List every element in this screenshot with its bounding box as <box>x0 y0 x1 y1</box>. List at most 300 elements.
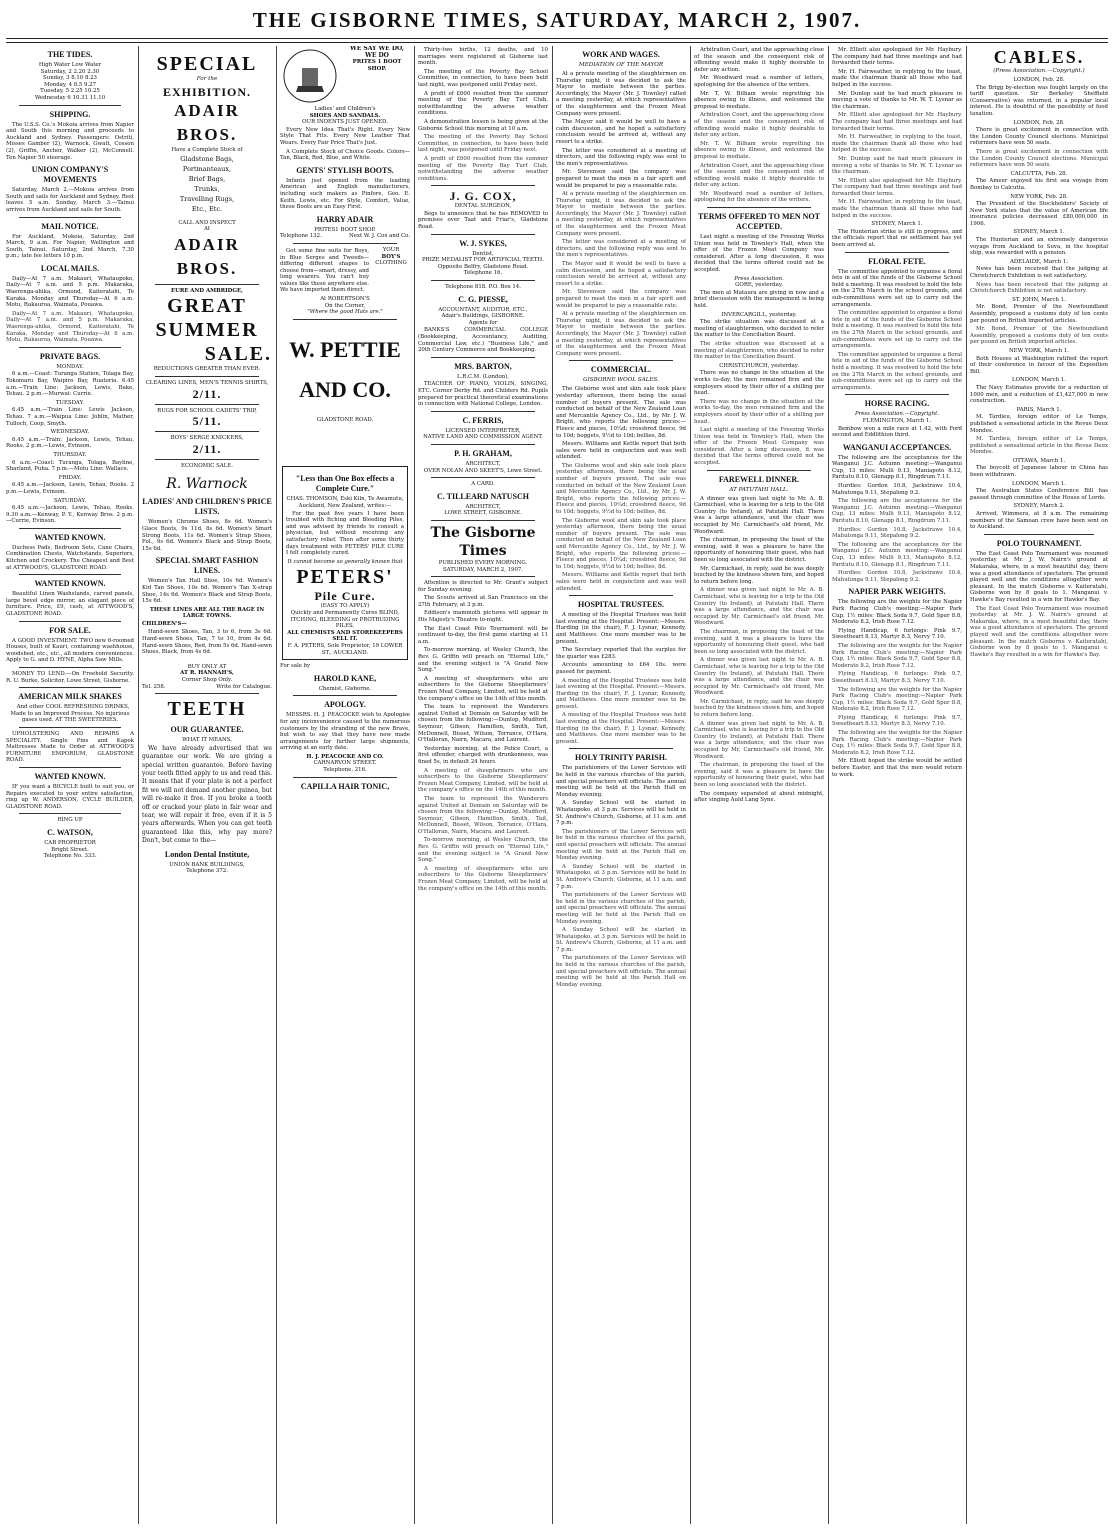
what-it-means: WHAT IT MEANS. <box>182 737 232 744</box>
peters-pile-cure-ad <box>282 466 408 660</box>
filler-text: The following are the weights for the Napier Park Racing Club's meeting:—Napier Park Cup, 1½ miles: Black Soda 9.7, Gold Spur 8.8, Moderato 8.2, Irish Rose 7.12. <box>832 730 962 756</box>
filler-text: Mr. Elliott also apologised for Mr. Haybury. The company had had three meetings and had forwarded their terms. <box>832 177 962 197</box>
news-paragraph: A meeting of sheepfarmers who are subscribers to the Gisborne Sheepfarmers' Frozen Meat Company, Limited, will be held at the company's office on the 14th of this month. <box>418 675 548 702</box>
tel-132: Telephone 132. <box>280 233 322 240</box>
tilleard-role: ARCHITECT, <box>465 503 501 510</box>
milk-shakes-heading: AMERICAN MILK SHAKES <box>18 692 122 702</box>
friday-text: 6.45 a.m.—Jackson, Lewis, Tehau, Rooks. 2 p.m.—Lewis, Evinson. <box>6 482 134 495</box>
article-text: Mr. Stevenson said the company was prepared to meet the men in a fair spirit and would be prepared to pay a reasonable rate. <box>556 169 686 189</box>
filler-text: The East Coast Polo Tournament was resumed yesterday at Mr. J. W. Nairn's ground at Makaraka, where, in a most beautiful day, there was a good attendance of spectators. The ground played well and the conditions altogether were pleasant. In the match Gisborne v. Kaiteratahi, Gisborne won by 8 goals to 1. Manganui v. Hawke's Bay resulted in a win for Hawke's Bay. <box>970 605 1108 658</box>
clearing-lines: CLEARING LINES, MEN'S TENNIS SHIRTS, <box>145 379 269 386</box>
gore-dateline: GORE, yesterday. <box>735 282 783 289</box>
local-mails-text: Daily—At 7 a.m. Makauri, Whataupoko, Daily—At 7 a.m. and 5 p.m. Makaraka, Waerenga-ahika, Ormond, Kaiteratahi, Te Karaka. Monday and Thursday—At 6 a.m. Motu, Rakauroa, Waimata, Pouawa. <box>6 310 134 344</box>
mediation-subheading: MEDIATION OF THE MAYOR <box>578 62 664 68</box>
hospital-text: Accounts amounting to £64 18s. were passed for payment. <box>556 662 686 675</box>
tel-216: Telephone, 216. <box>323 767 367 774</box>
column-rule <box>690 46 691 1524</box>
ferris-heading: C. FERRIS, <box>462 415 504 425</box>
tides-heading: THE TIDES. <box>47 50 93 59</box>
press-copyright: Press Association.—Copyright. <box>855 411 939 418</box>
filler-text: A meeting of sheepfarmers who are subscribers to the Gisborne Sheepfarmers' Frozen Meat Company, Limited, will be held at the company's office on the 14th of this month. <box>418 767 548 794</box>
easy-to-apply: (EASY TO APPLY) <box>320 603 370 610</box>
hannah: AT R. HANNAH'S, <box>180 670 234 677</box>
farewell-text: The chairman, in proposing the toast of the evening, said it was a pleasure to have the opportunity of honouring their guest, who had been so long associated with the district. <box>694 537 824 563</box>
your-label: YOUR <box>382 246 400 253</box>
peters-address: F. A. PETERS, Sole Proprietor, 19 LOWER ST., AUCKLAND. <box>287 642 403 656</box>
cable-text: The Australian States Conference Bill has passed through committee of the House of Lords. <box>970 488 1108 501</box>
harry-shop: PRITES1 BOOT SHOP. <box>314 226 376 233</box>
sykes-address: Opposite Belfry, Gladstone Road. <box>437 263 529 270</box>
cures-text: Quickly and Permanently Cures BLIND, ITCHING, BLEEDING or PROTRUDING PILES, <box>290 609 400 630</box>
floral-fete-heading: FLORAL FETE. <box>868 256 926 266</box>
wednesday-text: 6.45 a.m.—Train: Jackson, Lewis, Tehau, Rooks. 2 p.m.—Lewis, Evinson. <box>6 436 134 450</box>
friday-label: FRIDAY. <box>58 474 82 481</box>
masthead-rule-bottom <box>6 42 1108 43</box>
column-7 <box>832 46 962 1524</box>
saturday-text: 6.45 a.m.—Jackson, Lewis, Tehau, Rooks. 9.30 a.m.—Kenway, P. Y., Kenway Bros. 2 p.m.—Currie, Evinson. <box>6 505 134 525</box>
boys-label: BOY'S <box>381 253 401 260</box>
filler-text: Mr. H. Fairweather, in replying to the toast, made the chairman thank all those who had helped in the success. <box>832 199 962 219</box>
apology-text: MESSRS. H. J. PEACOCKE wish to Apologise for any inconvenience caused to the numerous customers by the stranding of the new Brave, but wish to say that they have now made arrangements for further large shipments, arriving at an early date. <box>280 712 410 752</box>
children-text: Hand-sewn Shoes, Tan, 3 to 6, from 3s 6d. Hand-sewn Shoes, Tan, 7 to 10, from 4s 6d. Hand-sewn Shoes, Red, from 5s 6d. Hand-sewn Shoes, Black, from 4s 6d. <box>142 629 272 656</box>
warnock-signature: R. Warnock <box>166 476 248 493</box>
monday-label: MONDAY. <box>56 363 84 370</box>
thursday-text: 6 a.m.—Coast: Turanga, Tolaga, Bayline, Sharland, Puha. 7 p.m.—Motu Line: Wallace. <box>6 459 134 473</box>
cycle-heading: WANTED KNOWN. <box>34 771 106 781</box>
thomson-letter: For the past five years I have been troubled with Itching and Bleeding Piles, and was advised by friends to consult a physician, but without receiving any satisfactory relief. Then after some thirty days treatment with PETERS' PILE CURE I felt completely cured. <box>286 510 404 557</box>
guarantee-heading: OUR GUARANTEE. <box>170 725 244 735</box>
lowe-street: LOWE STREET, GISBORNE. <box>444 510 522 517</box>
filler-text: A dinner was given last night to Mr. A. B. Carmichael, who is leaving for a trip to the Old Country (to Ireland), at Patutahi Hall. There was a large attendance, and the chair was occupied by Mr. Carmichael's old friend, Mr. Woodward. <box>694 657 824 697</box>
farewell-text: A dinner was given last night to Mr. A. B. Carmichael, who is leaving for a trip to the Old Country (to Ireland), at Patutahi Hall. There was a large attendance, and the chair was occupied by Mr. Carmichael's old friend, Mr. Woodward. <box>694 495 824 535</box>
terms-heading: TERMS OFFERED TO MEN NOT ACCEPTED. <box>698 212 820 232</box>
boys-clothing-label <box>372 247 410 296</box>
for-the: For the <box>196 76 218 82</box>
article-text: The Mayor said it would be well to have a calm discussion, and he hoped a satisfactory conclusion would be arrived at, without any resort to a strike. <box>556 119 686 145</box>
filler-text: The parishioners of the Lower Services will be held in the various churches of the parish, and special preachers will officiate. The annual meeting will be held at the Parish Hall on Monday evening. <box>556 828 686 862</box>
patutahi-subheading: AT PATUTAHI HALL. <box>729 486 789 493</box>
cannot-known: It cannot become so generally known that <box>287 558 403 565</box>
ladies-children: Ladies' and Children's <box>314 106 376 112</box>
filler-text: Flying Handicap, 6 furlongs: Pink 9.7, Sweetheart 8.13, Martyr 8.3, Nervy 7.10. <box>832 671 962 684</box>
filler-text: A Sunday School will be started in Whataupoko, at 3 p.m. Services will be held in St. Andrew's Church, Gisborne, at 11 a.m. and 7 p.m. <box>556 927 686 953</box>
wednesday-label: WEDNESDAY. <box>50 429 90 436</box>
filler-text: The letter was considered at a meeting of directors, and the following reply was sent to the men's representatives. <box>556 239 686 259</box>
stock-item: Etc., Etc. <box>191 204 223 213</box>
sykes-dentist: Dentist, <box>472 250 494 257</box>
gents-heading: GENTS' STYLISH BOOTS. <box>296 165 394 175</box>
price-lists-text: Women's Chrome Shoes, 8s 6d. Women's Glace Boots, 9s 11d, 8s 6d. Women's Smart Strong Boots, 11s 6d. Women's Strap Shoes, Fol., 9s 6d. Women's Black and Strap Boots, 15s 6d. <box>142 519 272 552</box>
article-text: Mr. Dunlop said he had much pleasure in moving a vote of thanks to Mr. W. T. Lysnar as the chairman. <box>832 90 962 110</box>
these-lines: THESE LINES ARE ALL THE RAGE IN LARGE TOWNS. <box>149 606 265 620</box>
special-heading: SPECIAL <box>156 53 258 75</box>
wanted-known-heading: WANTED KNOWN. <box>34 532 106 542</box>
news-paragraph: The East Coast Polo Tournament will be continued to-day, the first game starting at 11 a.m. <box>418 625 548 645</box>
shoes-sandals: SHOES AND SANDALS. <box>309 112 381 119</box>
sydney-text: The Hunterian strike is still in progress, and the officials report that no settlement has yet been arrived at. <box>832 228 962 249</box>
filler-text: The parishioners of the Lower Services will be held in the various churches of the parish, and special preachers will officiate. The annual meeting will be held at the Parish Hall on Monday evening. <box>556 892 686 925</box>
filler-text: Mr. Stevenson said the company was prepared to meet the men in a fair spirit and would be prepared to pay a reasonable rate. <box>556 289 686 309</box>
column-rule <box>276 46 277 1524</box>
wanganui-hurdles: Hurdles: Gordon 10.8, Jackstraws 10.4, Mahutonga 9.11, Stepalong 9.2. <box>832 483 962 496</box>
article-text: Mr. Elliott hoped the strike would be settled before Easter, and that the men would return to work. <box>832 758 962 778</box>
napier-text: The following are the weights for the Napier Park Racing Club's meeting:—Napier Park Cup, 1½ miles: Black Soda 9.7, Gold Spur 8.8, Moderato 8.2, Irish Rose 7.12. <box>832 599 962 626</box>
for-sale-heading: FOR SALE. <box>49 625 91 635</box>
barton-text: TEACHER OF PIANO, VIOLIN, SINGING, ETC. Corner Derby Rd. and Childers Rd. Pupils prepared for practical theoretical examinations in connection with National College, London. <box>418 381 548 408</box>
stock-item: Trunks, <box>194 184 220 193</box>
polo-heading: POLO TOURNAMENT. <box>996 538 1082 548</box>
sale-heading: SALE. <box>204 343 272 366</box>
filler-text: To-morrow morning, at Wesley Church, the Rev. G. Griffin will preach on "Eternal Life," and the evening subject is "A Grand New Song." <box>418 837 548 864</box>
adair-bros-heading: ADAIR BROS. <box>174 101 240 144</box>
dateline: OTTAWA, March 1. <box>1012 457 1066 464</box>
kane-role: Chemist, Gisborne. <box>318 685 372 692</box>
cable-text: The Navy Estimates provide for a reduction of 1000 men, and a reduction of £1,427,000 in new construction. <box>970 384 1108 405</box>
filler-text: A dinner was given last night to Mr. A. B. Carmichael, who is leaving for a trip to the Old Country (to Ireland), at Patutahi Hall. There was a large attendance, and the chair was occupied by Mr. Carmichael's old friend, Mr. Woodward. <box>694 720 824 760</box>
dateline: CALCUTTA, Feb. 28. <box>1010 170 1068 177</box>
children-label: CHILDREN'S— <box>142 620 187 627</box>
thomson-writes: CHAS. THOMSON, Eski Kiln, Te Awamutu, Auckland, New Zealand, writes:— <box>286 496 404 510</box>
napier-text: Flying Handicap, 6 furlongs: Pink 9.7, Sweetheart 8.13, Martyr 8.3, Nervy 7.10. <box>832 627 962 641</box>
clothing-label: CLOTHING <box>375 260 407 267</box>
milk-shakes-text: And other COOL REFRESHING DRINKS, Made to an Improved Process. No injurious gases used. AT THE SWEETERIES. <box>10 704 130 724</box>
filler-text: Last night a meeting of the Freezing Works Union was held in Townley's Hall, when the offer of the Frozen Meat Company was considered. After a long discussion, it was decided that the terms offered could not be accepted. <box>694 427 824 467</box>
stock-item: Portmanteaux, <box>182 164 232 173</box>
gore-text: The men at Mataura are giving in now and a brief discussion with the management is being held. <box>694 289 824 309</box>
tides-table <box>6 69 134 102</box>
adair-bros-heading: ADAIR BROS. <box>174 234 240 278</box>
union-text: Saturday, March 2.—Mokoia arrives from South and sails for Auckland and Sydney. Rest leaves 5 a.m. Sunday, March 3.—Tainui arrives from Auckland and sails for South. <box>6 187 134 213</box>
filler-text: A Sunday School will be started in Whataupoko, at 3 p.m. Services will be held in St. Andrew's Church, Gisborne, at 11 a.m. and 7 p.m. <box>556 863 686 890</box>
native-land: NATIVE LAND AND COMMISSION AGENT. <box>423 434 543 441</box>
column-2 <box>142 46 272 1524</box>
column-8 <box>970 46 1108 1524</box>
tuesday-label: TUESDAY. <box>55 399 85 406</box>
filler-text: A meeting of sheepfarmers who are subscribers to the Gisborne Sheepfarmers' Frozen Meat Company, Limited, will be held at the company's office on the 14th of this month. <box>418 865 548 892</box>
local-mails-heading: LOCAL MAILS. <box>40 263 100 273</box>
apology-heading: APOLOGY. <box>324 700 366 710</box>
pettie-heading: W. PETTIE <box>289 336 401 362</box>
terms-text: Last night a meeting of the Freezing Works Union was held in Townley's Hall, when the offer of the Frozen Meat Company was considered. After a long discussion, it was decided that the terms offered could not be accepted. <box>694 234 824 274</box>
saturday-label: SATURDAY. <box>53 497 87 504</box>
filler-text: The parishioners of the Lower Services will be held in the various churches of the parish, and special preachers will officiate. The annual meeting will be held at the Parish Hall on Monday evening. <box>556 955 686 988</box>
filler-text: The Gisborne wool and skin sale took place yesterday afternoon, there being the usual number of buyers present. The sale was conducted on behalf of the New Zealand Loan and Mercantile Agency Co., Ltd., by Mr. J. W. Bright, who reports the following prices:—Fleece and pieces, 10¼d; crossbred fleece, 9d to 10d; hoggets, 9½d to 10d; bellies, 8d. <box>556 462 686 516</box>
filler-text: News has been received that the judging at Christchurch Exhibition is not satisfactory. <box>970 281 1108 295</box>
cable-text: The President of the Stockholders' Society of New York states that the value of American life insurance policies decreased £80,000,000 in 1906. <box>970 201 1108 227</box>
pettie-address: GLADSTONE ROAD. <box>316 416 374 423</box>
peters-heading: PETERS' <box>296 566 394 589</box>
dateline: NEW YORK, March 1. <box>1008 347 1070 354</box>
price-lists-heading: LADIES' AND CHILDREN'S PRICE LISTS. <box>142 497 272 517</box>
union-bank-buildings: UNION BANK BUILDINGS, <box>169 861 245 868</box>
stock-text: Have a Complete Stock of <box>171 147 243 153</box>
news-paragraph: The team to represent the Wanderers against United at Domain on Saturday will be chosen from the following:—Dunlop, Mudford, Seymour, Gibson, Hamilton, Smith, Tait, McDonnell, Bisset, Wilson, Torrance, O'Hara, O'Halloran, Nairn, Macara, and Laurent. <box>418 704 548 744</box>
column-rule <box>138 46 139 1524</box>
cable-text: Both Houses at Washington ratified the report of their conference in favour of the Exposition Bill. <box>970 355 1108 375</box>
less-than-one: "Less than One Box effects a Complete Cure." <box>295 474 395 494</box>
filler-text: The committee appointed to organise a floral fete in aid of the funds of the Gisborne School held a meeting. It was resolved to hold the fete on the 27th March in the school grounds, and sub-committees were set up to carry out the arrangements. <box>832 351 962 391</box>
dateline: LONDON, March 1. <box>1012 480 1066 487</box>
rugs-text: RUGS FOR SCHOOL CADETS' TRIP, <box>157 407 257 414</box>
cables-subheading: (Press Association.—Copyright.) <box>993 68 1085 74</box>
filler-text: There is great excitement in connection with the London County Council elections. Municipal reformers have won 50 seats. <box>970 148 1108 169</box>
farewell-text: Mr. Carmichael, in reply, said he was deeply touched by the kindness shown him, and hoped to return before long. <box>694 565 824 585</box>
piesse-telephone: Telephone 818. P.O. Box 14. <box>445 284 521 291</box>
hospital-text: The Secretary reported that the surplus for the quarter was £283. <box>556 647 686 660</box>
new-list: Every New Idea That's Right. Every New Style That Fits. Every New Leather That Wears. Every Fair Price That's Just. <box>280 126 410 146</box>
column-3 <box>280 46 410 1524</box>
filler-text: At a private meeting of the slaughtermen on Thursday night, it was decided to ask the Mayor to mediate between the parties. Accordingly, the Mayor (Mr. J. Townley) called a meeting yesterday, at which representatives of the slaughtermen and the Frozen Meat Company were present. <box>556 311 686 357</box>
wool-text: The Gisborne wool and skin sale took place yesterday afternoon, there being the usual number of buyers present. The sale was conducted on behalf of the New Zealand Loan and Mercantile Agency Co., Ltd., by Mr. J. W. Bright, who reports the following prices:—Fleece and pieces, 10¼d; crossbred fleece, 9d to 10d; hoggets, 9½d to 10d; bellies, 8d. <box>556 386 686 439</box>
tide-row: Wednesday 6 10.31 11.10 <box>34 94 106 101</box>
dateline: SYDNEY, March 2. <box>1013 503 1065 510</box>
mail-heading: MAIL NOTICE. <box>41 221 99 231</box>
ring-up: RING UP <box>57 817 83 824</box>
boys-knickers: BOYS' SERGE KNICKERS, <box>170 435 244 442</box>
indents-opened: OUR INDENTS JUST OPENED. <box>302 119 388 126</box>
demonstration-text: A demonstration lesson is being given at the Gisborne School this morning at 10 a.m. <box>418 118 548 132</box>
cables-heading: CABLES. <box>993 47 1085 67</box>
article-text: The letter was considered at a meeting of directors, and the following reply was sent to the men's representatives. <box>556 147 686 167</box>
school-committee-text: The meeting of the Poverty Bay School Committee, in connection, to have been held last night, was postponed until Friday next. <box>418 68 548 88</box>
watson-role: CAB PROPRIETOR <box>44 839 96 846</box>
boys-clothing-ad <box>280 247 410 296</box>
filler-text: There was no change in the situation at the works to-day, the men remained firm and the employers stood by their offer of a shilling per head. <box>694 398 824 425</box>
news-paragraph: Eddison's mammoth pictures will appear in His Majesty's Theatre to-night. <box>418 610 548 624</box>
farewell-heading: FAREWELL DINNER. <box>718 474 800 484</box>
prices-shop: PRITES 1 BOOT SHOP. <box>352 59 402 72</box>
hospital-heading: HOSPITAL TRUSTEES. <box>578 600 664 610</box>
dental-institute: London Dental Institute, <box>164 849 250 859</box>
tel-258: Tel. 258. <box>142 683 166 690</box>
turf-club-text: A profit of £600 resulted from the summer meeting of the Poverty Bay Turf Club, notwithstanding the adverse weather conditions. <box>418 90 548 117</box>
filler-text: The chairman, in proposing the toast of the evening, said it was a pleasure to have the opportunity of honouring their guest, who had been so long associated with the district. <box>694 628 824 655</box>
smart-lines-heading: SPECIAL SMART FASHION LINES. <box>155 556 259 576</box>
article-text: Mr. Elliott also apologised for Mr. Haybury. The company had had three meetings and had forwarded their terms. <box>832 47 962 67</box>
masthead: THE GISBORNE TIMES, SATURDAY, MARCH 2, 1907. <box>252 8 862 32</box>
eure-ambridge: EURE AND AMBRIDGE, <box>171 287 243 294</box>
peacocke-co: H. J. PEACOCKE AND CO. <box>306 753 384 760</box>
filler-text: Mr. H. Fairweather, in replying to the toast, made the chairman thank all those who had helped in the success. <box>832 134 962 154</box>
cox-heading: J. G. COX, <box>449 189 517 204</box>
on-corner: On the Corner, <box>324 302 366 309</box>
for-sale-by: For sale by <box>280 663 311 670</box>
filler-text: A profit of £600 resulted from the summer meeting of the Poverty Bay Turf Club, notwithstanding the adverse weather conditions. <box>418 155 548 182</box>
piesse-heading: C. G. PIESSE, <box>458 294 508 304</box>
sykes-prize: PRIZE MEDALIST FOR ARTIFICIAL TEETH. <box>422 257 544 264</box>
hats-slogan: "Where the good Hats are." <box>307 309 383 316</box>
banks-college: BANKS'S COMMERCIAL COLLEGE (Bookkeeping, Accountancy, Auditing, Commercial Law, etc.) "Business Life," and 20th Century Commerce and Bookkeeping. <box>418 327 548 354</box>
robertson: At ROBERTSON'S <box>320 296 370 303</box>
filler-text: Mr. Elliott also apologised for Mr. Haybury. The company had had three meetings and had forwarded their terms. <box>832 112 962 132</box>
tilleard-heading: C. TILLEARD NATUSCH <box>437 491 529 501</box>
filler-text: Arbitration Court, and the approaching close of the season and the consequent risk of offending would make it highly desirable to defer any action. <box>694 112 824 139</box>
cable-text: Arrived, Wimmera, at 8 a.m. The remaining members of the Samoan crew have been sent on to Auckland. <box>970 511 1108 531</box>
cox-text: Begs to announce that he has REMOVED to premises over Taat and Friar's, Gladstone Road. <box>418 210 548 231</box>
teeth-text: We have already advertised that we guarantee our work. We are giving a special written guarantee. Before having your teeth fitted apply to us and read this. It means that if your plate is not a perfect fit we will not demand another guinea, but will re-make it free. If you broke a tooth off or cracked your plate in fair wear and tear, we will repair it free, even if it is 5 years afterwards. When you can get teeth guaranteed like this, why pay more? Don't, but come to the— <box>142 744 272 845</box>
news-paragraph: Yesterday morning, at the Police Court, a first offender, charged with drunkenness, was fined 5s, in default 24 hours. <box>418 745 548 765</box>
filler-text: Flying Handicap, 6 furlongs: Pink 9.7, Sweetheart 8.13, Martyr 8.3, Nervy 7.10. <box>832 714 962 728</box>
wool-text: Messrs. Williams and Kettle report that both sales were held in conjunction and was well attended. <box>556 441 686 461</box>
column-5 <box>556 46 686 1524</box>
mail-text: For Auckland, Mokoia, Saturday, 2nd March, 9 a.m. For Napier, Wellington and South, Tainui, Saturday, 2nd March, 7.30 p.m.; late fee letters 10 p.m. <box>6 233 134 260</box>
horse-racing-heading: HORSE RACING. <box>864 399 930 409</box>
article-text: Arbitration Court, and the approaching close of the season and the consequent risk of offending would make it highly desirable to defer any action. <box>694 47 824 73</box>
pile-cure-heading: Pile Cure. <box>314 589 376 604</box>
column-rule <box>414 46 415 1524</box>
stock-item: Travelling Rugs, <box>179 194 235 203</box>
work-wages-heading: WORK AND WAGES. <box>582 50 660 59</box>
private-bags-heading: PRIVATE BAGS. <box>39 351 101 361</box>
column-rule <box>828 46 829 1524</box>
dateline: LONDON, Feb. 28. <box>1013 77 1065 83</box>
graham-address: OVER NOLAN AND SKEET'S, Lowe Street. <box>423 467 543 474</box>
filler-text: The following are the weights for the Napier Park Racing Club's meeting:—Napier Park Cup, 1½ miles: Black Soda 9.7, Gold Spur 8.8, Moderato 8.2, Irish Rose 7.12. <box>832 686 962 713</box>
times-nameplate: The Gisborne Times <box>430 524 536 559</box>
filler-text: Mr. Bond, Premier of the Newfoundland Assembly, proposed a customs duty of ten cents per pound on British imported articles. <box>970 326 1108 346</box>
filler-text: The Gisborne wool and skin sale took place yesterday afternoon, there being the usual number of buyers present. The sale was conducted on behalf of the New Zealand Loan and Mercantile Agency Co., Ltd., by Mr. J. W. Bright, who reports the following prices:—Fleece and pieces, 10¼d; crossbred fleece, 9d to 10d; hoggets, 9½d to 10d; bellies, 8d. <box>556 517 686 570</box>
harold-kane: HAROLD KANE, <box>313 673 377 683</box>
article-text: Mr. H. Fairweather, in replying to the toast, made the chairman thank all those who had helped in the success. <box>832 68 962 88</box>
boot-ad-top <box>280 46 410 106</box>
cable-text: Mr. Bond, Premier of the Newfoundland Assembly, proposed a customs duty of ten cents per pound on British imported articles. <box>970 304 1108 324</box>
shipping-text: The U.S.S. Co.'s Mokoia arrives from Napier and South this morning and proceeds to Auckland and Sydney. Passengers: Ostriti, Misses Gamber (2), Warnock, Gwatt, Cosson (2), Griffin, Anchor, Walker (2), McConnell. Ten Napier 50 steerage. <box>6 121 134 161</box>
published-every: PUBLISHED EVERY MORNING. <box>438 559 528 566</box>
dateline: PARIS, March 1. <box>1016 406 1062 413</box>
stock-list <box>142 154 272 214</box>
watson-name: C. WATSON, <box>47 827 93 837</box>
tides-header: High Water Low Water <box>38 62 102 68</box>
flemington-text: Bembow won a mile race at 1.42, with Ford second and Eddlithion third. <box>832 425 962 439</box>
filler-text: The meeting of the Poverty Bay School Committee, in connection, to have been held last night, was postponed until Friday next. <box>418 134 548 154</box>
lrcm: L.R.C.M. (London), <box>456 373 510 380</box>
invercargill-text: The strike situation was discussed at a meeting of slaughtermen, who decided to refer the matter to the Conciliation Board. <box>694 319 824 339</box>
price-2-11: 2/11. <box>192 441 222 456</box>
money-to-lend-text: MONEY TO LEND.—On Freehold Security. R. U. Burke, Solicitor, Lowe Street, Gisborne. <box>6 671 134 684</box>
banner-text: WE SAY WE DO, WE DO <box>349 46 405 59</box>
cable-text: The Hunterian and an extremely dangerous voyage from Auckland to Suva, in the hospital ship, was rewarded with a pension. <box>970 237 1108 257</box>
dental-surgeon: DENTAL SURGEON, <box>454 203 512 210</box>
news-paragraph: The Scouts arrived at San Francisco on the 27th February, at 3 p.m. <box>418 595 548 608</box>
polo-text: The East Coast Polo Tournament was resumed yesterday at Mr. J. W. Nairn's ground at Makaraka, where, in a most beautiful day, there was a good attendance of spectators. The ground played well and the conditions altogether were pleasant. In the match Gisborne v. Kaiteratahi, Gisborne won by 8 goals to 1. Manganui v. Hawke's Bay resulted in a win for Hawke's Bay. <box>970 550 1108 603</box>
stock-item: Gladstone Bags, <box>180 154 234 163</box>
cycle-text: IF you want a BICYCLE built to suit you, or Repairs executed to your entire satisfaction, ring up W. ANDERSON, CYCLE BUILDER, GLADSTONE ROAD. <box>6 783 134 810</box>
article-text: Mr. Woodward read a number of letters, apologising for the absence of the writers. <box>694 75 824 88</box>
filler-text: A meeting of the Hospital Trustees was held last evening at the Hospital. Present:—Messrs. Harding (in the chair), F. J. Lysnar, Kennedy, and Matthews. One more member was to be present. <box>556 712 686 745</box>
next-cox: Next W. J. Cox and Co. <box>349 233 410 240</box>
great-heading: GREAT <box>167 295 247 318</box>
corner-shop: Corner Shop Only. <box>181 677 233 684</box>
births-text: Thirty-two births, 12 deaths, and 10 marriages were registered at Gisborne last month. <box>418 47 548 67</box>
capilla-heading: CAPILLA HAIR TONIC, <box>300 781 390 791</box>
tide-row: Tuesday, 5 2.25 10.25 <box>40 88 100 95</box>
tel-row <box>142 684 272 691</box>
watson-address: Bright Street. <box>51 846 89 853</box>
sykes-telephone: Telephone 16. <box>463 270 503 277</box>
adair-buildings: Adair's Buildings, GISBORNE. <box>441 313 525 320</box>
write-catalogue: Write for Catalogue. <box>216 683 272 690</box>
filler-text: The team to represent the Wanderers against United at Domain on Saturday will be chosen from the following:—Dunlop, Mudford, Seymour, Gibson, Hamilton, Smith, Tait, McDonnell, Bisset, Wilson, Torrance, O'Hara, O'Halloran, Nairn, Macara, and Laurent. <box>418 795 548 835</box>
tide-row: Monday, 4 8.5 9.27 <box>43 81 97 88</box>
press-association: Press Association. <box>734 275 784 282</box>
cable-text: There is great excitement in connection with the London County Council elections. Municipal reformers have won 50 seats. <box>970 127 1108 147</box>
flemington-dateline: FLEMINGTON, March 1. <box>862 417 932 424</box>
summer-heading: SUMMER <box>155 319 259 342</box>
stock-text: A Complete Stock of Choice Goods. Colors—Tan, Black, Red, Blue, and White. <box>280 148 410 162</box>
wanted-known-heading: WANTED KNOWN. <box>34 579 106 589</box>
filler-text: Messrs. Williams and Kettle report that both sales were held in conjunction and was well attended. <box>556 572 686 592</box>
filler-text: Mr. Dunlop said he had much pleasure in moving a vote of thanks to Mr. W. T. Lysnar as the chairman. <box>832 155 962 176</box>
holy-trinity-heading: HOLY TRINITY PARISH. <box>575 753 667 763</box>
dateline: NEW YORK, Feb. 28. <box>1010 193 1068 200</box>
dateline: LONDON, March 1. <box>1012 377 1066 384</box>
accountant: ACCOUNTANT, AUDITOR, ETC., <box>438 306 528 313</box>
dateline: LONDON, Feb. 28. <box>1013 119 1065 126</box>
cable-text: The boycott of Japanese labour in China has been withdrawn. <box>970 465 1108 479</box>
cable-text: M. Tardieu, foreign editor of Le Temps, published a sensational article in the Revue Deux Mondes. <box>970 414 1108 434</box>
tide-row: Saturday, 2 2.20 2.30 <box>40 68 100 75</box>
sydney-dateline: SYDNEY, March 1. <box>871 221 923 228</box>
boys-clothing-text: Got some fine suits for Boys, in Blue Serges and Tweeds—differing different shapes to choose from—smart, dressy, and long wearers. You can't buy values like these anywhere else. We have imported them direct. <box>280 247 369 294</box>
filler-text: The following are the weights for the Napier Park Racing Club's meeting:—Napier Park Cup, 1½ miles: Black Soda 9.7, Gold Spur 8.8, Moderato 8.2, Irish Rose 7.12. <box>832 642 962 669</box>
shipping-heading: SHIPPING. <box>49 109 91 119</box>
filler-text: Mr. T. W. Bilham wrote regretting his absence owing to illness, and welcomed the proposal to mediate. <box>694 140 824 160</box>
wool-sales-heading: GISBORNE WOOL SALES. <box>583 377 659 384</box>
column-1 <box>6 46 134 1524</box>
filler-text: Hurdles: Gordon 10.8, Jackstraws 10.4, Mahutonga 9.11, Stepalong 9.2. <box>832 526 962 540</box>
wanganui-text: The following are the acceptances for the Wanganui J.C. Autumn meeting:—Wanganui Cup, 13 miles: Mulli 9.13, Maniapoto 8.12, Paritutu 8.10, Glenapp 8.1, Ringdrum 7.11. <box>832 454 962 481</box>
christchurch-dateline: CHRISTCHURCH, yesterday. <box>719 362 799 369</box>
dateline: SYDNEY, March 1. <box>1013 229 1065 236</box>
tide-row: Sunday, 3 8.10 8.23 <box>43 75 97 82</box>
graham-heading: P. H. GRAHAM, <box>454 448 512 458</box>
tuesday-text: 6.45 a.m.—Train Line: Lewis Jackson, Tehau. 7 a.m.—Waipua Line: Joblin, Mather, Tulloch, Coop, Smyth. <box>6 407 134 427</box>
price-2-11: 2/11. <box>192 386 222 401</box>
news-paragraph: Attention is directed to Mr. Grant's subject for Sunday evening. <box>418 580 548 593</box>
wanted-known-text: Duchess Pads, Bedroom Sets, Cane Chairs, Combination Chests, Watchstands, Superiors, Kitchen and Crockery. The Cheapest and Best at ATTWOOD'S, GLADSTONE ROAD. <box>6 544 134 571</box>
stock-item: Brief Bags, <box>188 174 226 183</box>
for-sale-text: A GOOD INVESTMENT. TWO new 6-roomed Houses, built of Kauri, containing washhouse, woodshed, etc., etc., all modern conveniences. Apply to G. and D. HYNE, Alpha Saw Mills. <box>6 637 134 664</box>
filler-text: Arbitration Court, and the approaching close of the season and the consequent risk of offending would make it highly desirable to defer any action. <box>694 162 824 189</box>
cable-text: The Brigg by-election was fought largely on the tariff question. Sir Berkeley Sheffield (Conservative) was returned, in a popular local interest. He is doubtful of the possibility of food taxation. <box>970 84 1108 117</box>
column-6 <box>694 46 824 1524</box>
filler-text: The strike situation was discussed at a meeting of slaughtermen, who decided to refer the matter to the Conciliation Board. <box>694 340 824 361</box>
harry-adair: HARRY ADAIR <box>316 214 374 224</box>
interpreter: LICENSED INTERPRETER, <box>445 427 521 434</box>
filler-text: The Mayor said it would be well to have a calm discussion, and he hoped a satisfactory conclusion would be arrived at, without any resort to a strike. <box>556 261 686 287</box>
cable-text: The Ameer enjoyed his first sea voyage from Bombay to Calcutta. <box>970 178 1108 191</box>
watson-telephone: Telephone No. 333. <box>43 853 97 860</box>
monday-text: 6 a.m.—Coast: Turanga Station, Tolaga Bay, Tokomaru Bay, Waipiro Bay, Ruatoria. 6.45 a.m.—Train Line: Jackson, Lewis, Bake, Tehau. 2 p.m.—Murwai: Currie. <box>6 371 134 398</box>
holy-trinity-text: The parishioners of the Lower Services will be held in the various churches of the parish, and special preachers will officiate. The annual meeting will be held at the Parish Hall on Monday evening. <box>556 765 686 798</box>
price-5-11: 5/11. <box>192 414 222 429</box>
masthead-rule-top <box>6 38 1108 39</box>
boot-banner <box>344 46 410 106</box>
filler-text: The following are the acceptances for the Wanganui J.C. Autumn meeting:—Wanganui Cup, 13 miles: Mulli 9.13, Maniapoto 8.12, Paritutu 8.10, Glenapp 8.1, Ringdrum 7.11. <box>832 541 962 568</box>
sykes-heading: W. J. SYKES, <box>459 238 507 248</box>
farewell-text: The company separated at about midnight, after singing Auld Lang Syne. <box>694 790 824 804</box>
a-card: A CARD. <box>471 481 495 488</box>
at-label: At <box>204 226 210 233</box>
filler-text: Mr. Woodward read a number of letters, apologising for the absence of the writers. <box>694 190 824 204</box>
holy-trinity-text: A Sunday School will be started in Whataupoko, at 3 p.m. Services will be held in St. Andrew's Church, Gisborne, at 11 a.m. and 7 p.m. <box>556 800 686 827</box>
call-inspect: CALL AND INSPECT <box>178 219 236 226</box>
invercargill-dateline: INVERCARGILL, yesterday. <box>721 311 797 318</box>
wanted-known-text: Beautiful Linen Washstands, carved panels, large bevel edge mirror, an elegant piece of furniture. Price, £9, cash, at ATTWOOD'S, GLADSTONE ROAD. <box>6 591 134 618</box>
news-paragraph: To-morrow morning, at Wesley Church, the Rev. G. Griffin will preach on "Eternal Life," and the evening subject is "A Grand New Song." <box>418 647 548 674</box>
teeth-heading: TEETH <box>167 698 247 721</box>
harry-contact <box>280 233 410 240</box>
